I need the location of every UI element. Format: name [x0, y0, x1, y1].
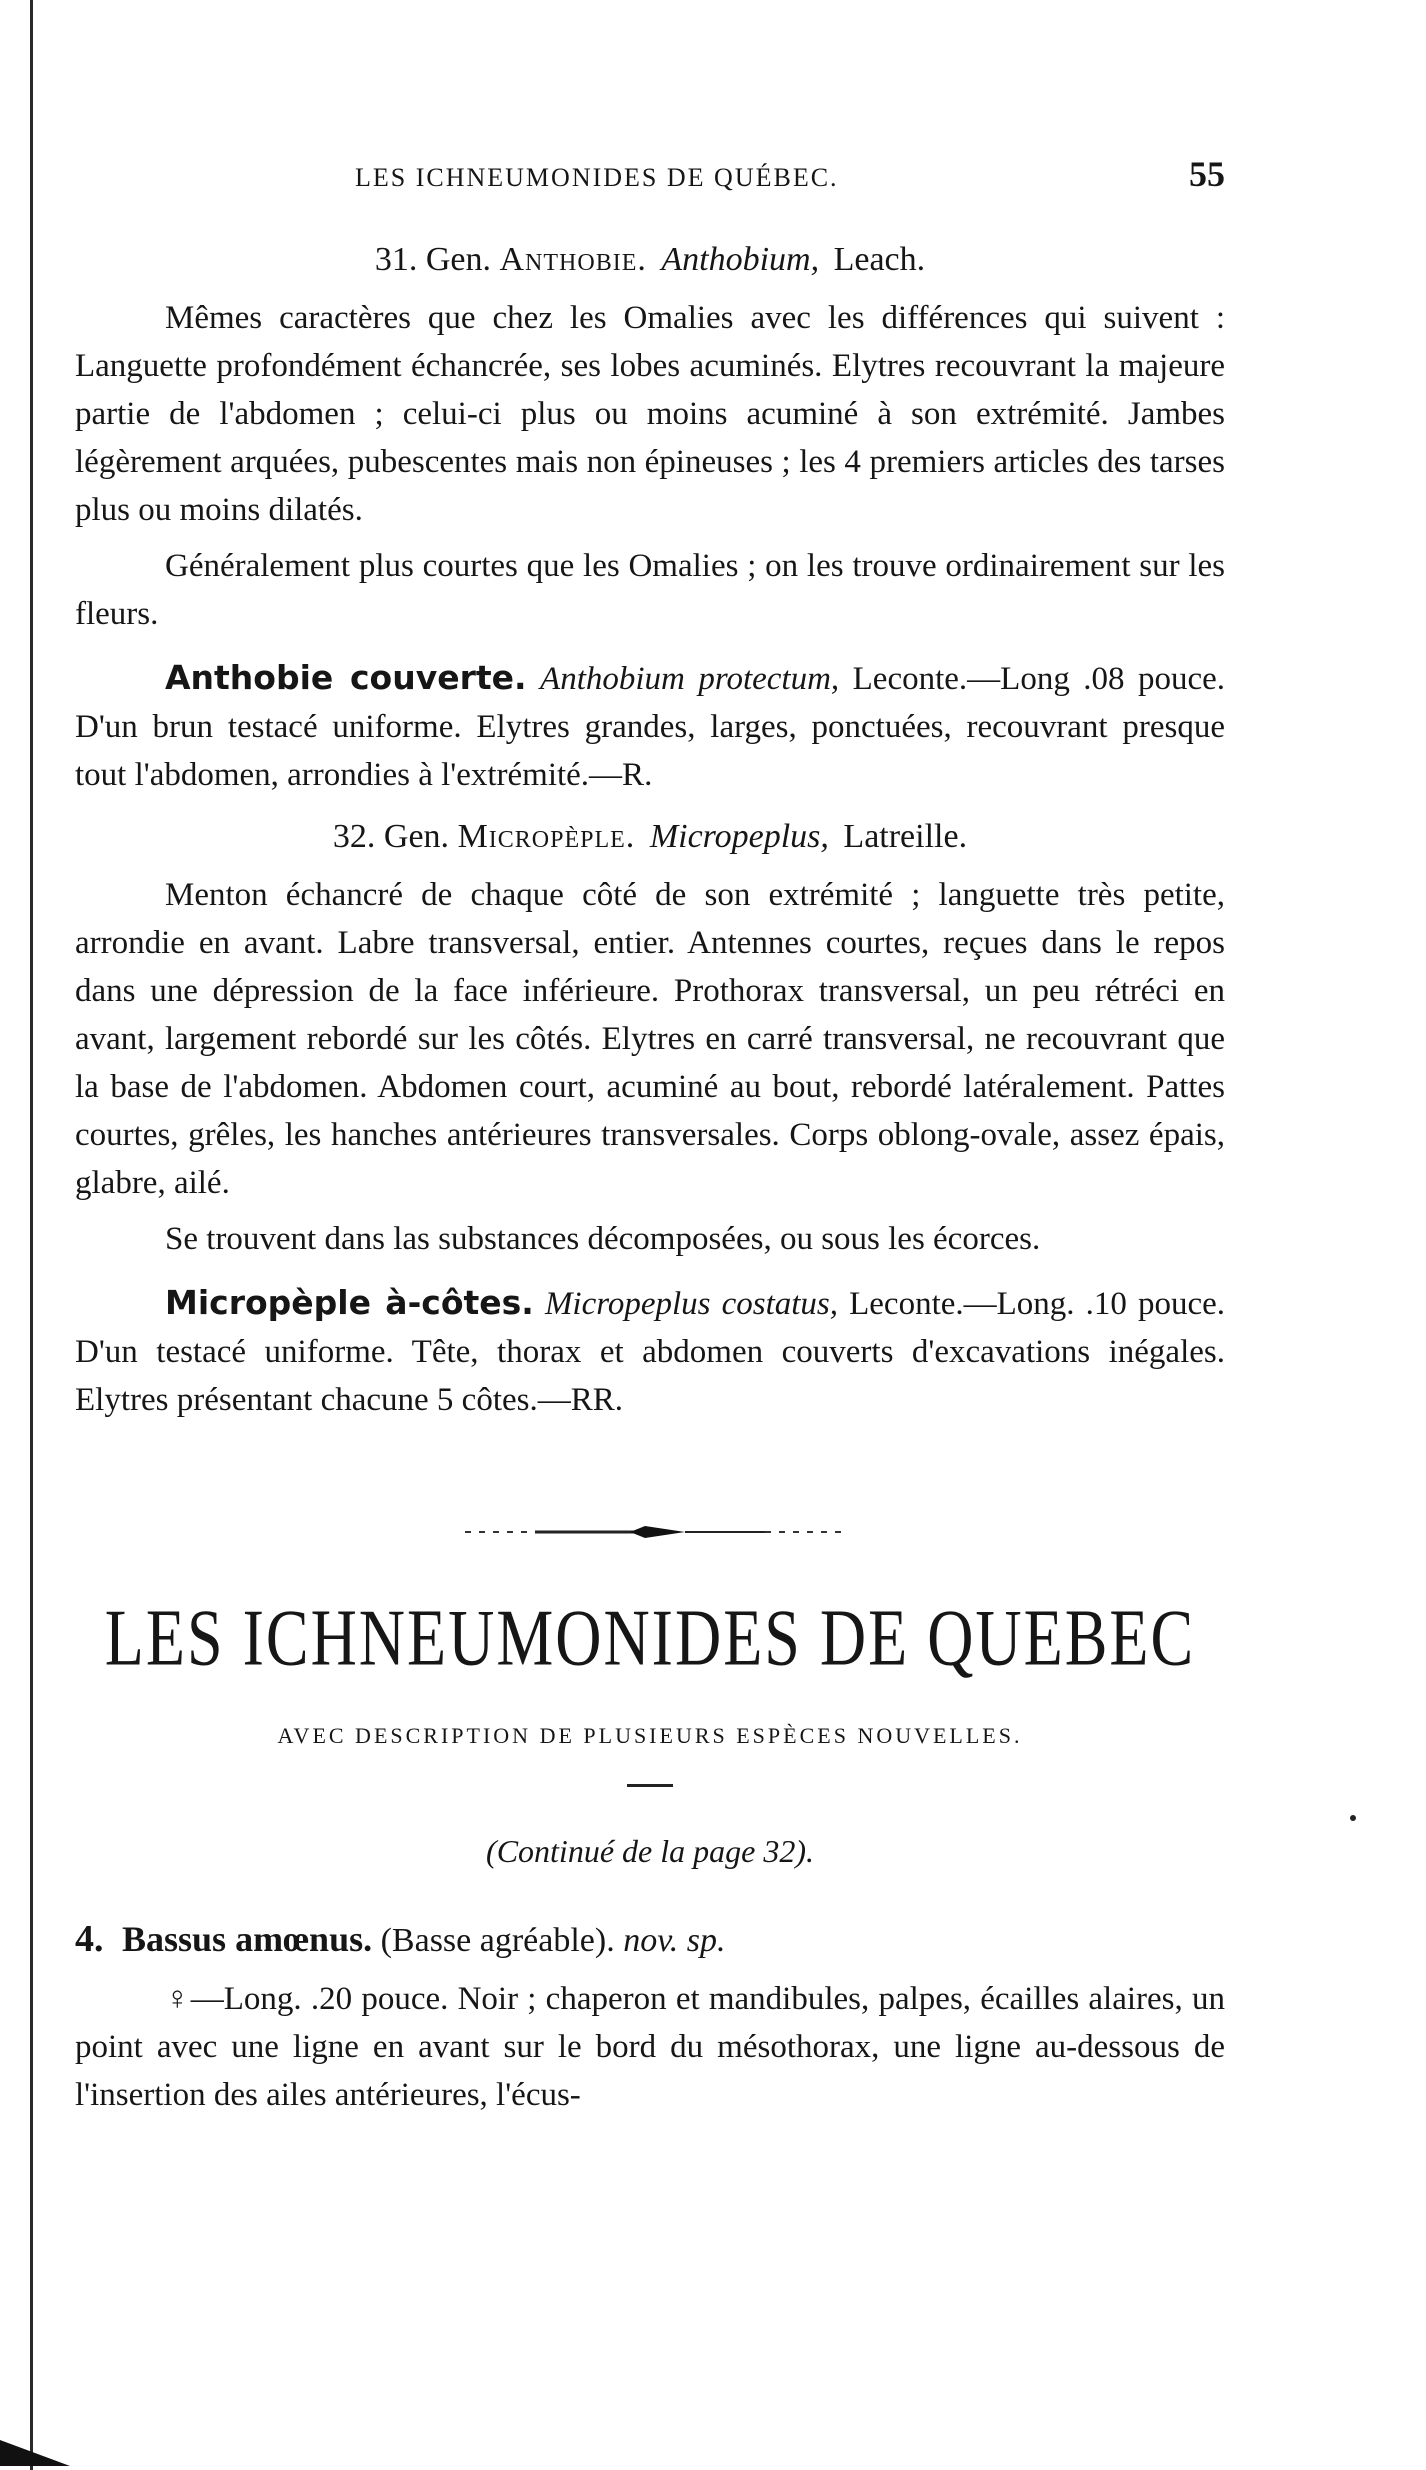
genus-32-habitat: Se trouvent dans las substances décomposées, ou sous les écorces.	[165, 1221, 1041, 1257]
species-micropeplus-costatus	[75, 1279, 1225, 1424]
short-rule-divider	[627, 1784, 673, 1787]
genus-31-latin: Anthobium,	[661, 241, 820, 278]
ornamental-divider	[75, 1514, 1225, 1554]
species-1-name: Anthobie couverte.	[165, 658, 527, 697]
entry-4-name: Bassus amœnus.	[122, 1919, 373, 1959]
entry-4-description: ♀—Long. .20 pouce. Noir ; chaperon et mandibules, palpes, écailles alaires, un point avec une ligne en avant sur le bord du mésothorax, une ligne au-dessous de l'insertion des ailes antérieures, l'écus-	[75, 1981, 1225, 2113]
genus-32-heading	[75, 813, 1225, 861]
genus-31-description: Mêmes caractères que chez les Omalies avec les différences qui suivent : Languette profondément échancrée, ses lobes acuminés. Elytres recouvrant la majeure partie de l'abdomen ; celui-ci plus ou moins acuminé à son extrémité. Jambes légèrement arquées, pubescentes mais non épineuses ; les 4 premiers articles des tarses plus ou moins dilatés.	[75, 300, 1225, 528]
entry-4-common-name: (Basse agréable).	[380, 1922, 615, 1959]
section-title: LES ICHNEUMONIDES DE QUEBEC	[104, 1593, 1196, 1682]
continued-note: (Continué de la page 32).	[486, 1833, 814, 1869]
running-head	[75, 150, 1225, 202]
genus-32-latin: Micropeplus,	[649, 818, 829, 855]
book-page	[75, 150, 1225, 2119]
species-2-latin: Micropeplus costatus,	[544, 1286, 839, 1322]
entry-4-number: 4.	[75, 1918, 104, 1960]
species-2-text: Leconte.—Long. .10 pouce. D'un testacé uniforme. Tête, thorax et abdomen couverts d'excavations inégales. Elytres présentant chacune 5 côtes.—RR.	[75, 1286, 1226, 1418]
genus-31-heading	[75, 236, 1225, 284]
genus-31-habitat: Généralement plus courtes que les Omalies ; on les trouve ordinairement sur les fleurs.	[75, 548, 1225, 632]
entry-4-heading	[75, 1915, 1225, 1965]
species-2-name: Micropèple à-côtes.	[165, 1283, 534, 1322]
binding-corner-mark	[0, 2440, 70, 2466]
genus-32-description: Menton échancré de chaque côté de son extrémité ; languette très petite, arrondie en avant. Labre transversal, entier. Antennes courtes, reçues dans le repos dans une dépression de la face inférieure. Prothorax transversal, un peu rétréci en avant, largement rebordé sur les côtés. Elytres en carré transversal, ne recouvrant que la base de l'abdomen. Abdomen court, acuminé au bout, rebordé latéralement. Pattes courtes, grêles, les hanches antérieures transversales. Corps oblong-ovale, assez épais, glabre, ailé.	[75, 877, 1225, 1201]
species-anthobium-protectum	[75, 654, 1225, 799]
genus-32-author: Latreille.	[843, 818, 968, 855]
genus-31-label: 31. Gen.	[374, 241, 491, 278]
ink-speck	[1350, 1815, 1356, 1821]
page-number: 55	[1189, 154, 1225, 194]
entry-4-status: nov. sp.	[623, 1922, 726, 1959]
binding-edge-line	[30, 0, 33, 2470]
genus-32-name: Micropèple.	[457, 818, 636, 855]
genus-32-label: 32. Gen.	[332, 818, 450, 855]
genus-31-name: Anthobie.	[499, 241, 647, 278]
genus-31-author: Leach.	[833, 241, 926, 278]
section-subtitle: AVEC DESCRIPTION DE PLUSIEURS ESPÈCES NOUVELLES.	[277, 1723, 1023, 1748]
running-head-title: LES ICHNEUMONIDES DE QUÉBEC.	[355, 163, 839, 192]
divider-ornament-icon	[465, 1522, 845, 1542]
species-1-latin: Anthobium protectum,	[540, 661, 840, 697]
species-1-text: Leconte.—Long .08 pouce. D'un brun testacé uniforme. Elytres grandes, larges, ponctuées, recouvrant presque tout l'abdomen, arrondies à l'extrémité.—R.	[75, 661, 1226, 793]
